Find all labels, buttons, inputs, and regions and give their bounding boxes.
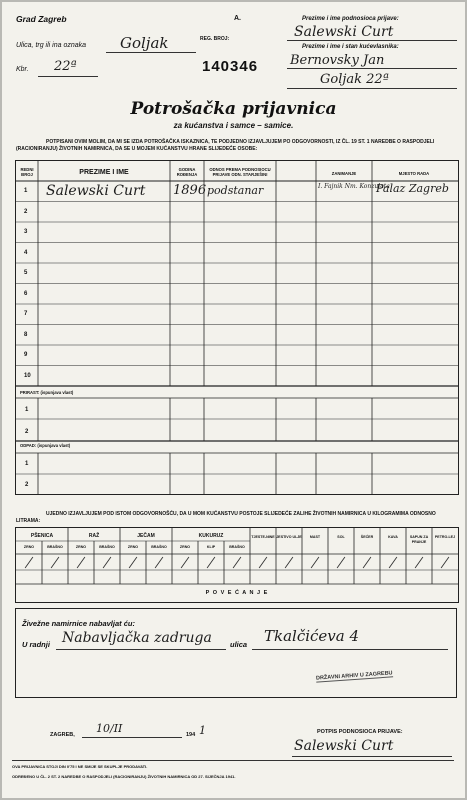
form-page [2,2,465,798]
row-number: 5 [24,270,28,276]
handwritten-slash-mark [259,557,267,568]
supply-subcol-header: ZRNO [179,545,191,549]
footer-date-line [82,737,182,738]
shop-label: U radnji [22,640,50,649]
row-number: 7 [24,311,28,317]
street-value: Goljak [120,34,169,52]
col-header-place: MJESTO RADA [398,171,430,176]
footer-divider [12,760,454,761]
row-number: 10 [24,372,31,379]
form-subtitle: za kućanstva i samce – samice. [173,121,294,130]
col-header-year: GODINA ROĐENJA [176,167,198,177]
supply-single-header: SAPUN ZA PRANJE [409,535,429,544]
prirast-label: PRIRAST: (ispunjava vlast) [20,390,74,395]
supply-group-header: JEČAM [137,533,155,539]
purchase-street-line [252,649,448,650]
handwritten-slash-mark [207,557,215,568]
signature-value: Salewski Curt [294,738,394,754]
landlord-label: Prezime i ime i stan kućevlasnika: [302,44,399,50]
handwritten-slash-mark [441,557,449,568]
footer-year-prefix: 194 [186,732,196,738]
supplies-statement: UJEDNO IZJAVLJUJEM POD ISTOM ODGOVORNOŠĆU, DA U MOM KUĆANSTVU POSTOJE SLIJEDEĆE ZALIHE ŽIVOTNIH NAMIRNICA U KILOGRAMIMA ODNOSNO LITRAMA: [16,511,436,524]
supply-subcol-header: ZRNO [127,545,139,549]
row-number: 1 [24,188,28,194]
form-letter: A. [234,15,241,22]
supply-single-header: MAST [309,535,321,539]
col-header-num: REDNI BROJ [20,167,34,177]
supply-subcol-header: BRAŠNO [47,545,63,549]
row-number: 8 [24,331,28,338]
handwritten-slash-mark [337,557,345,568]
handwritten-slash-mark [311,557,319,568]
odpad-label: ODPAD: (ispunjava vlast) [20,443,71,448]
member-name: Salewski Curt [46,183,146,199]
handwritten-slash-mark [51,557,59,568]
archive-stamp: DRŽAVNI ARHIV U ZAGREBU [315,670,393,682]
supply-subcol-header: KLIP [206,545,216,549]
intro-text: POTPISANI OVIM MOLIM, DA MI SE IZDA POTROŠAČKA ISKAZNICA, TE PODJEDNO IZJAVLJUJEM PO ODGOVORNOSTI, IZ ČL. 19 ST. 1 NAREDBE O RASPODJELI (RACIONIRANJU) ŽIVOTNIH NAMIRNICA, DA SE U MOJEM KUĆANSTVU HRANE SLIJEDEĆE OSOBE: [16,139,435,152]
shop-value: Nabavljačka zadruga [62,630,212,646]
handwritten-slash-mark [181,557,189,568]
members-table-grid [16,161,458,494]
handwritten-slash-mark [155,557,163,568]
prirast-num-2: 2 [25,429,29,435]
members-table-frame [15,160,459,495]
landlord-addr-line [287,88,457,89]
supply-single-header: TJESTE-NINE [251,535,275,539]
supply-single-header: ŠEĆER [360,535,374,539]
handwritten-slash-mark [103,557,111,568]
handwritten-slash-mark [77,557,85,568]
form-title: Potrošačka prijavnica [130,99,337,119]
street-line [106,52,196,53]
row-number: 9 [24,352,28,358]
member-place: Palaz Zagreb [376,182,449,195]
handwritten-slash-mark [285,557,293,568]
handwritten-slash-mark [363,557,371,568]
shop-line [56,649,226,650]
house-line [38,76,98,77]
footer-note2: ODREĐENO U ČL. 2 ST. 2 NAREDBE O RASPODJELI (RACIONIRANJU) ŽIVOTNIH NAMIRNICA OD 27. SIJEČNJA 1941. [12,774,236,779]
signature-line [292,756,452,757]
supply-group-header: RAŽ [88,533,100,539]
supplies-table [15,527,459,603]
purchase-box [15,608,457,698]
supply-subcol-header: BRAŠNO [151,545,167,549]
row-number: 3 [24,229,28,235]
reg-label: REG. BROJ: [200,36,230,42]
supply-subcol-header: BRAŠNO [229,545,245,549]
row-number: 4 [24,249,28,256]
landlord-line [287,68,457,69]
landlord-addr: Goljak 22ª [320,72,389,87]
applicant-label: Prezime i ime podnosioca prijave: [302,16,399,22]
footer-date: 10/II [96,722,123,735]
reg-number: 140346 [202,58,259,75]
odpad-num-2: 2 [25,482,29,488]
col-header-occupation: ZANIMANJE [331,171,357,176]
purchase-street-value: Tkalčićeva 4 [264,627,360,645]
row-number: 2 [24,208,28,215]
supply-subcol-header: ZRNO [23,545,35,549]
handwritten-slash-mark [129,557,137,568]
member-year: 1896 [173,183,207,198]
povecanje-label: P O V E Ć A N J E [205,590,269,596]
applicant-line [287,40,457,41]
col-header-relation: ODNOS PREMA PODNOSIOCU PRIJAVE ODN. STARJEŠINI [209,167,271,177]
supply-single-header: PETRO-LEJ [434,535,456,539]
landlord-value: Bernovsky Jan [290,53,385,68]
supply-single-header: SOL [337,535,345,539]
signature-label: POTPIS PODNOSIOCA PRIJAVE: [317,729,403,735]
prirast-num-1: 1 [25,407,29,413]
purchase-street-label: ulica [230,640,248,649]
supply-single-header: KAVA [388,535,398,539]
odpad-num-1: 1 [25,461,29,467]
supply-group-header: PŠENICA [30,533,54,539]
house-label: Kbr. [16,66,29,73]
supply-subcol-header: BRAŠNO [99,545,115,549]
house-value: 22ª [54,59,77,74]
city-label: Grad Zagreb [16,14,67,24]
supply-single-header: JESTIVO ULJE [276,535,302,539]
purchase-line1: Živežne namirnice nabavljat ću: [22,619,135,628]
applicant-value: Salewski Curt [294,24,394,40]
footer-place: ZAGREB, [50,732,75,738]
supply-subcol-header: ZRNO [75,545,87,549]
street-label: Ulica, trg ili ina oznaka [16,42,87,49]
col-header-name: PREZIME I IME [79,169,129,176]
member-relation: podstanar [207,184,264,197]
footer-note1: OVA PRIJAVNICA STOJI DIN 0'75 I NE SMIJE SE SKUPLJE PRODAVATI. [12,764,148,769]
footer-year: 1 [199,724,206,737]
supply-group-header: KUKURUZ [198,533,224,539]
member-occupation: I. Fajnik Nm. Konzulata [318,183,390,190]
handwritten-slash-mark [233,557,241,568]
handwritten-slash-mark [415,557,423,568]
handwritten-slash-mark [25,557,33,568]
row-number: 6 [24,290,28,297]
handwritten-slash-mark [389,557,397,568]
